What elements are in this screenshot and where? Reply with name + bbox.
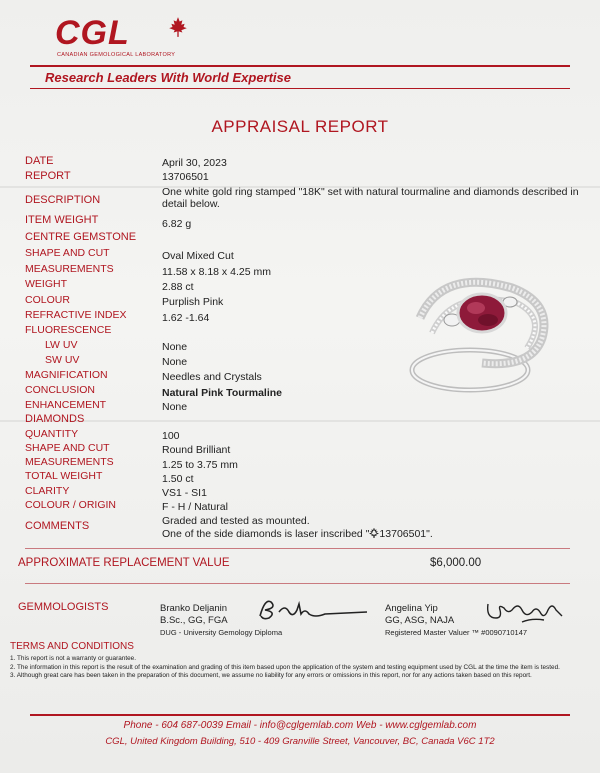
- maple-leaf-icon: [369, 528, 379, 540]
- report-value: 13706501: [162, 171, 209, 183]
- maple-leaf-icon: [167, 16, 189, 42]
- weight-value: 2.88 ct: [162, 281, 194, 293]
- sw-uv-label: SW UV: [45, 354, 80, 366]
- gemmologist-1-credentials: B.Sc., GG, FGA: [160, 615, 228, 626]
- fluorescence-label: FLUORESCENCE: [25, 324, 112, 336]
- report-label: REPORT: [25, 170, 71, 182]
- term-1: 1. This report is not a warranty or guarantee.: [10, 655, 136, 662]
- description-label: DESCRIPTION: [25, 194, 101, 206]
- gemmologist-1-name: Branko Deljanin: [160, 603, 228, 614]
- paper-fold: [0, 420, 600, 422]
- colour-value: Purplish Pink: [162, 296, 224, 308]
- logo-text: CGL: [55, 14, 130, 52]
- item-weight-value: 6.82 g: [162, 218, 192, 230]
- tagline: Research Leaders With World Expertise: [45, 70, 292, 85]
- centre-gemstone-heading: CENTRE GEMSTONE: [25, 231, 137, 243]
- enhancement-label: ENHANCEMENT: [25, 399, 107, 411]
- logo-subtitle: CANADIAN GEMOLOGICAL LABORATORY: [57, 52, 176, 58]
- comments-line-2: [162, 528, 592, 541]
- gemmologist-1-note: DUG - University Gemology Diploma: [160, 628, 283, 637]
- comments-line-2-suffix: ".: [426, 528, 433, 540]
- replacement-value-label: APPROXIMATE REPLACEMENT VALUE: [18, 557, 230, 569]
- magnification-label: MAGNIFICATION: [25, 369, 108, 381]
- gemmologists-label: GEMMOLOGISTS: [18, 601, 109, 613]
- comments-text: [162, 515, 592, 541]
- divider: [25, 583, 570, 584]
- header-rule: [30, 88, 570, 89]
- clarity-value: VS1 - SI1: [162, 487, 207, 499]
- diamond-shape-label: SHAPE AND CUT: [25, 442, 110, 454]
- measurements-value: 11.58 x 8.18 x 4.25 mm: [162, 266, 271, 278]
- report-title: APPRAISAL REPORT: [211, 117, 389, 136]
- lw-uv-value: None: [162, 341, 188, 353]
- cgl-logo: [55, 16, 205, 62]
- quantity-value: 100: [162, 430, 180, 442]
- footer-rule: [30, 714, 570, 716]
- terms-heading: TERMS AND CONDITIONS: [10, 641, 134, 652]
- header-rule: [30, 65, 570, 67]
- total-weight-value: 1.50 ct: [162, 473, 194, 485]
- inscription-number: 13706501: [379, 528, 427, 540]
- clarity-label: CLARITY: [25, 485, 70, 497]
- conclusion-value: Natural Pink Tourmaline: [162, 387, 282, 399]
- colour-origin-label: COLOUR / ORIGIN: [25, 499, 117, 511]
- refractive-index-value: 1.62 -1.64: [162, 312, 210, 324]
- comments-line-2-prefix: One of the side diamonds is laser inscribed ": [162, 528, 370, 540]
- sw-uv-value: None: [162, 356, 188, 368]
- comments-line-1: Graded and tested as mounted.: [162, 515, 310, 527]
- diamonds-heading: DIAMONDS: [25, 413, 85, 425]
- term-2: 2. The information in this report is the result of the examination and grading of this item based upon the application of the system and testing equipment used by CGL at the time the item is tested.: [10, 663, 560, 671]
- terms-text: [10, 655, 590, 681]
- shape-value: Oval Mixed Cut: [162, 250, 234, 262]
- item-weight-label: ITEM WEIGHT: [25, 214, 99, 226]
- weight-label: WEIGHT: [25, 278, 67, 290]
- date-value: April 30, 2023: [162, 157, 227, 169]
- date-label: DATE: [25, 155, 54, 167]
- quantity-label: QUANTITY: [25, 428, 79, 440]
- signature-1: [255, 594, 375, 624]
- gemmologist-2-name: Angelina Yip: [385, 603, 438, 614]
- footer-contact: Phone - 604 687-0039 Email - info@cglgemlab.com Web - www.cglgemlab.com: [123, 720, 477, 731]
- footer-address: CGL, United Kingdom Building, 510 - 409 Granville Street, Vancouver, BC, Canada V6C 1T2: [105, 736, 495, 747]
- enhancement-value: None: [162, 401, 188, 413]
- colour-label: COLOUR: [25, 294, 70, 306]
- conclusion-label: CONCLUSION: [25, 384, 96, 396]
- shape-label: SHAPE AND CUT: [25, 247, 110, 259]
- comments-label: COMMENTS: [25, 520, 90, 532]
- description-value: One white gold ring stamped "18K" set with natural tourmaline and diamonds described in detail below.: [162, 186, 579, 210]
- magnification-value: Needles and Crystals: [162, 371, 262, 383]
- replacement-value: $6,000.00: [430, 557, 482, 569]
- gemmologist-2-credentials: GG, ASG, NAJA: [385, 615, 455, 626]
- diamond-shape-value: Round Brilliant: [162, 444, 231, 456]
- gemmologist-2-note: Registered Master Valuer ™ #0090710147: [385, 628, 528, 637]
- colour-origin-value: F - H / Natural: [162, 501, 228, 513]
- ring-image: [402, 258, 572, 408]
- lw-uv-label: LW UV: [45, 339, 78, 351]
- term-3: 3. Although great care has been taken in the preparation of this document, we assume no liability for any errors or omissions in this report, nor for any actions taken based on this report.: [10, 672, 532, 679]
- measurements-label: MEASUREMENTS: [25, 263, 114, 275]
- diamond-measurements-value: 1.25 to 3.75 mm: [162, 459, 238, 471]
- divider: [25, 548, 570, 549]
- total-weight-label: TOTAL WEIGHT: [25, 470, 103, 482]
- diamond-measurements-label: MEASUREMENTS: [25, 456, 114, 468]
- refractive-index-label: REFRACTIVE INDEX: [25, 309, 127, 321]
- signature-2: [482, 596, 572, 626]
